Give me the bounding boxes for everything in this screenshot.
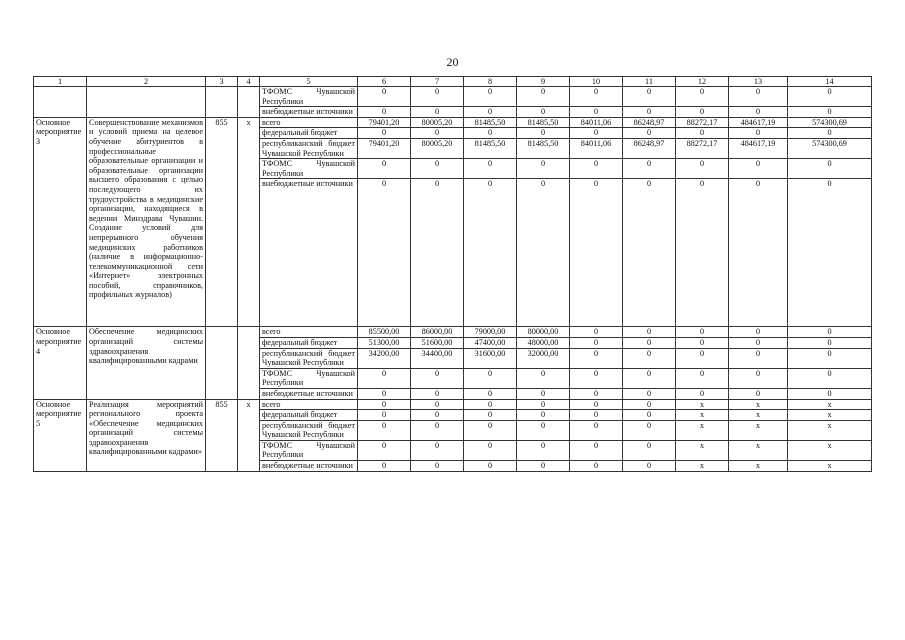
value-cell: 0 [517, 420, 570, 440]
funding-source: всего [260, 327, 358, 338]
value-cell: 0 [729, 337, 788, 348]
activity-label: Основное мероприятие 3 [34, 117, 87, 327]
value-cell: 0 [358, 107, 411, 118]
value-cell: 0 [570, 410, 623, 421]
budget-code: 855 [206, 117, 238, 327]
value-cell: 0 [623, 388, 676, 399]
value-cell: 84011,06 [570, 117, 623, 128]
value-cell: 80005,20 [411, 117, 464, 128]
value-cell: 51600,00 [411, 337, 464, 348]
value-cell: 0 [570, 461, 623, 472]
value-cell: 0 [517, 107, 570, 118]
value-cell: 0 [464, 128, 517, 139]
value-cell: 47400,00 [464, 337, 517, 348]
value-cell: 0 [464, 368, 517, 388]
funding-source: всего [260, 117, 358, 128]
value-cell: 88272,17 [676, 117, 729, 128]
value-cell: 0 [411, 159, 464, 179]
value-cell: x [788, 399, 872, 410]
value-cell: 0 [570, 348, 623, 368]
value-cell: x [676, 410, 729, 421]
header-cell: 11 [623, 77, 676, 87]
value-cell: 0 [788, 128, 872, 139]
value-cell: 85500,00 [358, 327, 411, 338]
value-cell: 0 [788, 337, 872, 348]
value-cell: 86248,97 [623, 117, 676, 128]
header-cell: 8 [464, 77, 517, 87]
header-cell: 2 [87, 77, 206, 87]
value-cell: 484617,19 [729, 117, 788, 128]
column-4-value: x [238, 399, 260, 471]
value-cell: 0 [676, 327, 729, 338]
value-cell: x [676, 399, 729, 410]
funding-source: ТФОМС Чувашской Республики [260, 368, 358, 388]
funding-source: федеральный бюджет [260, 410, 358, 421]
value-cell: 0 [517, 87, 570, 107]
value-cell: 34400,00 [411, 348, 464, 368]
value-cell: 0 [411, 368, 464, 388]
value-cell: 0 [517, 128, 570, 139]
value-cell: 0 [358, 179, 411, 327]
value-cell: 81485,50 [464, 117, 517, 128]
value-cell: 0 [570, 159, 623, 179]
value-cell: 31600,00 [464, 348, 517, 368]
value-cell: 0 [517, 159, 570, 179]
value-cell: 0 [623, 327, 676, 338]
value-cell: 0 [358, 128, 411, 139]
value-cell: 0 [517, 399, 570, 410]
value-cell: 0 [788, 348, 872, 368]
value-cell: 0 [729, 348, 788, 368]
value-cell: 0 [676, 388, 729, 399]
value-cell: 0 [411, 107, 464, 118]
funding-source: республиканский бюджет Чувашской Республики [260, 348, 358, 368]
value-cell: 0 [676, 368, 729, 388]
table-row [34, 87, 872, 107]
funding-source: внебюджетные источники [260, 388, 358, 399]
header-cell: 7 [411, 77, 464, 87]
value-cell: 0 [788, 327, 872, 338]
value-cell: 32000,00 [517, 348, 570, 368]
value-cell: 80000,00 [517, 327, 570, 338]
value-cell: 0 [570, 87, 623, 107]
value-cell: 0 [517, 388, 570, 399]
value-cell: 0 [358, 461, 411, 472]
activity-label: Основное мероприятие 4 [34, 327, 87, 399]
value-cell: 0 [676, 348, 729, 368]
value-cell: 0 [729, 327, 788, 338]
value-cell: x [788, 410, 872, 421]
value-cell: x [729, 410, 788, 421]
value-cell: 81485,50 [464, 138, 517, 158]
value-cell: x [729, 420, 788, 440]
funding-source: ТФОМС Чувашской Республики [260, 87, 358, 107]
value-cell: 0 [676, 179, 729, 327]
value-cell: x [729, 461, 788, 472]
value-cell: 0 [623, 87, 676, 107]
value-cell: 88272,17 [676, 138, 729, 158]
funding-source: ТФОМС Чувашской Республики [260, 440, 358, 460]
funding-source: федеральный бюджет [260, 128, 358, 139]
value-cell: 0 [411, 461, 464, 472]
value-cell: 84011,06 [570, 138, 623, 158]
value-cell: 0 [788, 107, 872, 118]
header-cell: 4 [238, 77, 260, 87]
value-cell: 0 [788, 179, 872, 327]
funding-source: федеральный бюджет [260, 337, 358, 348]
activity-description: Совершенствование механизмов и условий приема на целевое обучение абитуриентов в профессиональные образовательные организации и образовательные организации высшего образования с целью последующего их трудоустройства в медицинские организации, находящиеся в ведении Минздрава Чувашии. Создание условий для непрерывного обучения медицинских работников (наличие в информационно-телекоммуникационной сети «Интернет» электронных пособий, справочников, профильных журналов) [87, 117, 206, 327]
value-cell: 0 [517, 368, 570, 388]
funding-source: республиканский бюджет Чувашской Республики [260, 420, 358, 440]
value-cell: 0 [623, 420, 676, 440]
value-cell: 0 [358, 388, 411, 399]
table-row [34, 327, 872, 338]
value-cell: 0 [358, 87, 411, 107]
value-cell: x [729, 440, 788, 460]
value-cell: 0 [676, 87, 729, 107]
value-cell: 0 [570, 107, 623, 118]
value-cell: 0 [729, 128, 788, 139]
value-cell: 0 [464, 179, 517, 327]
value-cell: 0 [411, 388, 464, 399]
funding-source: ТФОМС Чувашской Республики [260, 159, 358, 179]
value-cell: 86248,97 [623, 138, 676, 158]
empty-cell [238, 87, 260, 118]
value-cell: 0 [570, 327, 623, 338]
empty-cell [206, 87, 238, 118]
value-cell: 0 [464, 87, 517, 107]
value-cell: 0 [411, 399, 464, 410]
value-cell: 0 [358, 399, 411, 410]
value-cell: 0 [788, 87, 872, 107]
value-cell: 0 [788, 388, 872, 399]
value-cell: 0 [623, 399, 676, 410]
value-cell: 0 [411, 410, 464, 421]
activity-description: Обеспечение медицинских организаций системы здравоохранения квалифицированными кадрами [87, 327, 206, 399]
value-cell: x [788, 440, 872, 460]
value-cell: 0 [676, 159, 729, 179]
value-cell: 0 [623, 128, 676, 139]
value-cell: 0 [676, 107, 729, 118]
value-cell: 0 [570, 440, 623, 460]
value-cell: 0 [411, 440, 464, 460]
value-cell: 79401,20 [358, 138, 411, 158]
value-cell: x [788, 461, 872, 472]
value-cell: 0 [676, 128, 729, 139]
value-cell: 0 [411, 128, 464, 139]
header-cell: 5 [260, 77, 358, 87]
value-cell: 0 [570, 399, 623, 410]
value-cell: 0 [464, 461, 517, 472]
value-cell: 0 [358, 410, 411, 421]
value-cell: 0 [358, 440, 411, 460]
value-cell: 81485,50 [517, 117, 570, 128]
value-cell: 0 [676, 337, 729, 348]
value-cell: 0 [464, 159, 517, 179]
header-cell: 14 [788, 77, 872, 87]
activity-label: Основное мероприятие 5 [34, 399, 87, 471]
page-number: 20 [446, 55, 459, 69]
funding-source: внебюджетные источники [260, 461, 358, 472]
value-cell: 0 [411, 179, 464, 327]
empty-cell [34, 87, 87, 118]
value-cell: 0 [464, 399, 517, 410]
value-cell: 48000,00 [517, 337, 570, 348]
value-cell: 0 [411, 87, 464, 107]
value-cell: 79000,00 [464, 327, 517, 338]
funding-source: республиканский бюджет Чувашской Республики [260, 138, 358, 158]
column-4-value: x [238, 117, 260, 327]
value-cell: 0 [623, 461, 676, 472]
table-row [34, 399, 872, 410]
value-cell: x [676, 420, 729, 440]
value-cell: 0 [464, 440, 517, 460]
header-row [34, 77, 872, 87]
funding-source: всего [260, 399, 358, 410]
value-cell: 0 [570, 179, 623, 327]
value-cell: 0 [570, 388, 623, 399]
column-4-value [238, 327, 260, 399]
value-cell: 80005,20 [411, 138, 464, 158]
budget-table [33, 76, 872, 472]
value-cell: 0 [358, 420, 411, 440]
value-cell: 0 [411, 420, 464, 440]
value-cell: 0 [570, 420, 623, 440]
header-cell: 3 [206, 77, 238, 87]
value-cell: 51300,00 [358, 337, 411, 348]
funding-source: внебюджетные источники [260, 107, 358, 118]
budget-code [206, 327, 238, 399]
value-cell: 574300,69 [788, 117, 872, 128]
value-cell: 0 [464, 388, 517, 399]
value-cell: 0 [788, 368, 872, 388]
value-cell: x [676, 461, 729, 472]
value-cell: 81485,50 [517, 138, 570, 158]
value-cell: 79401,20 [358, 117, 411, 128]
value-cell: 0 [623, 368, 676, 388]
header-cell: 12 [676, 77, 729, 87]
value-cell: 0 [623, 179, 676, 327]
value-cell: 0 [464, 420, 517, 440]
budget-code: 855 [206, 399, 238, 471]
value-cell: 0 [623, 159, 676, 179]
value-cell: x [729, 399, 788, 410]
header-cell: 1 [34, 77, 87, 87]
value-cell: 0 [623, 107, 676, 118]
value-cell: 0 [623, 337, 676, 348]
value-cell: 34200,00 [358, 348, 411, 368]
funding-source: внебюджетные источники [260, 179, 358, 327]
value-cell: 484617,19 [729, 138, 788, 158]
table-row [34, 117, 872, 128]
value-cell: 86000,00 [411, 327, 464, 338]
value-cell: 0 [623, 410, 676, 421]
value-cell: 0 [623, 348, 676, 368]
value-cell: 0 [358, 368, 411, 388]
value-cell: x [676, 440, 729, 460]
value-cell: 0 [570, 368, 623, 388]
header-cell: 13 [729, 77, 788, 87]
value-cell: 0 [729, 179, 788, 327]
value-cell: 0 [517, 461, 570, 472]
value-cell: 0 [729, 87, 788, 107]
value-cell: 0 [517, 179, 570, 327]
value-cell: 0 [729, 388, 788, 399]
value-cell: 0 [570, 337, 623, 348]
value-cell: 0 [517, 440, 570, 460]
value-cell: 0 [729, 107, 788, 118]
header-cell: 10 [570, 77, 623, 87]
empty-cell [87, 87, 206, 118]
value-cell: 0 [788, 159, 872, 179]
value-cell: 0 [517, 410, 570, 421]
value-cell: x [788, 420, 872, 440]
header-cell: 6 [358, 77, 411, 87]
header-cell: 9 [517, 77, 570, 87]
value-cell: 0 [729, 368, 788, 388]
value-cell: 0 [358, 159, 411, 179]
value-cell: 0 [464, 107, 517, 118]
value-cell: 0 [623, 440, 676, 460]
value-cell: 0 [464, 410, 517, 421]
value-cell: 574300,69 [788, 138, 872, 158]
activity-description: Реализация мероприятий регионального проекта «Обеспечение медицинских организаций системы здравоохранения квалифицированными кадрами» [87, 399, 206, 471]
value-cell: 0 [729, 159, 788, 179]
value-cell: 0 [570, 128, 623, 139]
